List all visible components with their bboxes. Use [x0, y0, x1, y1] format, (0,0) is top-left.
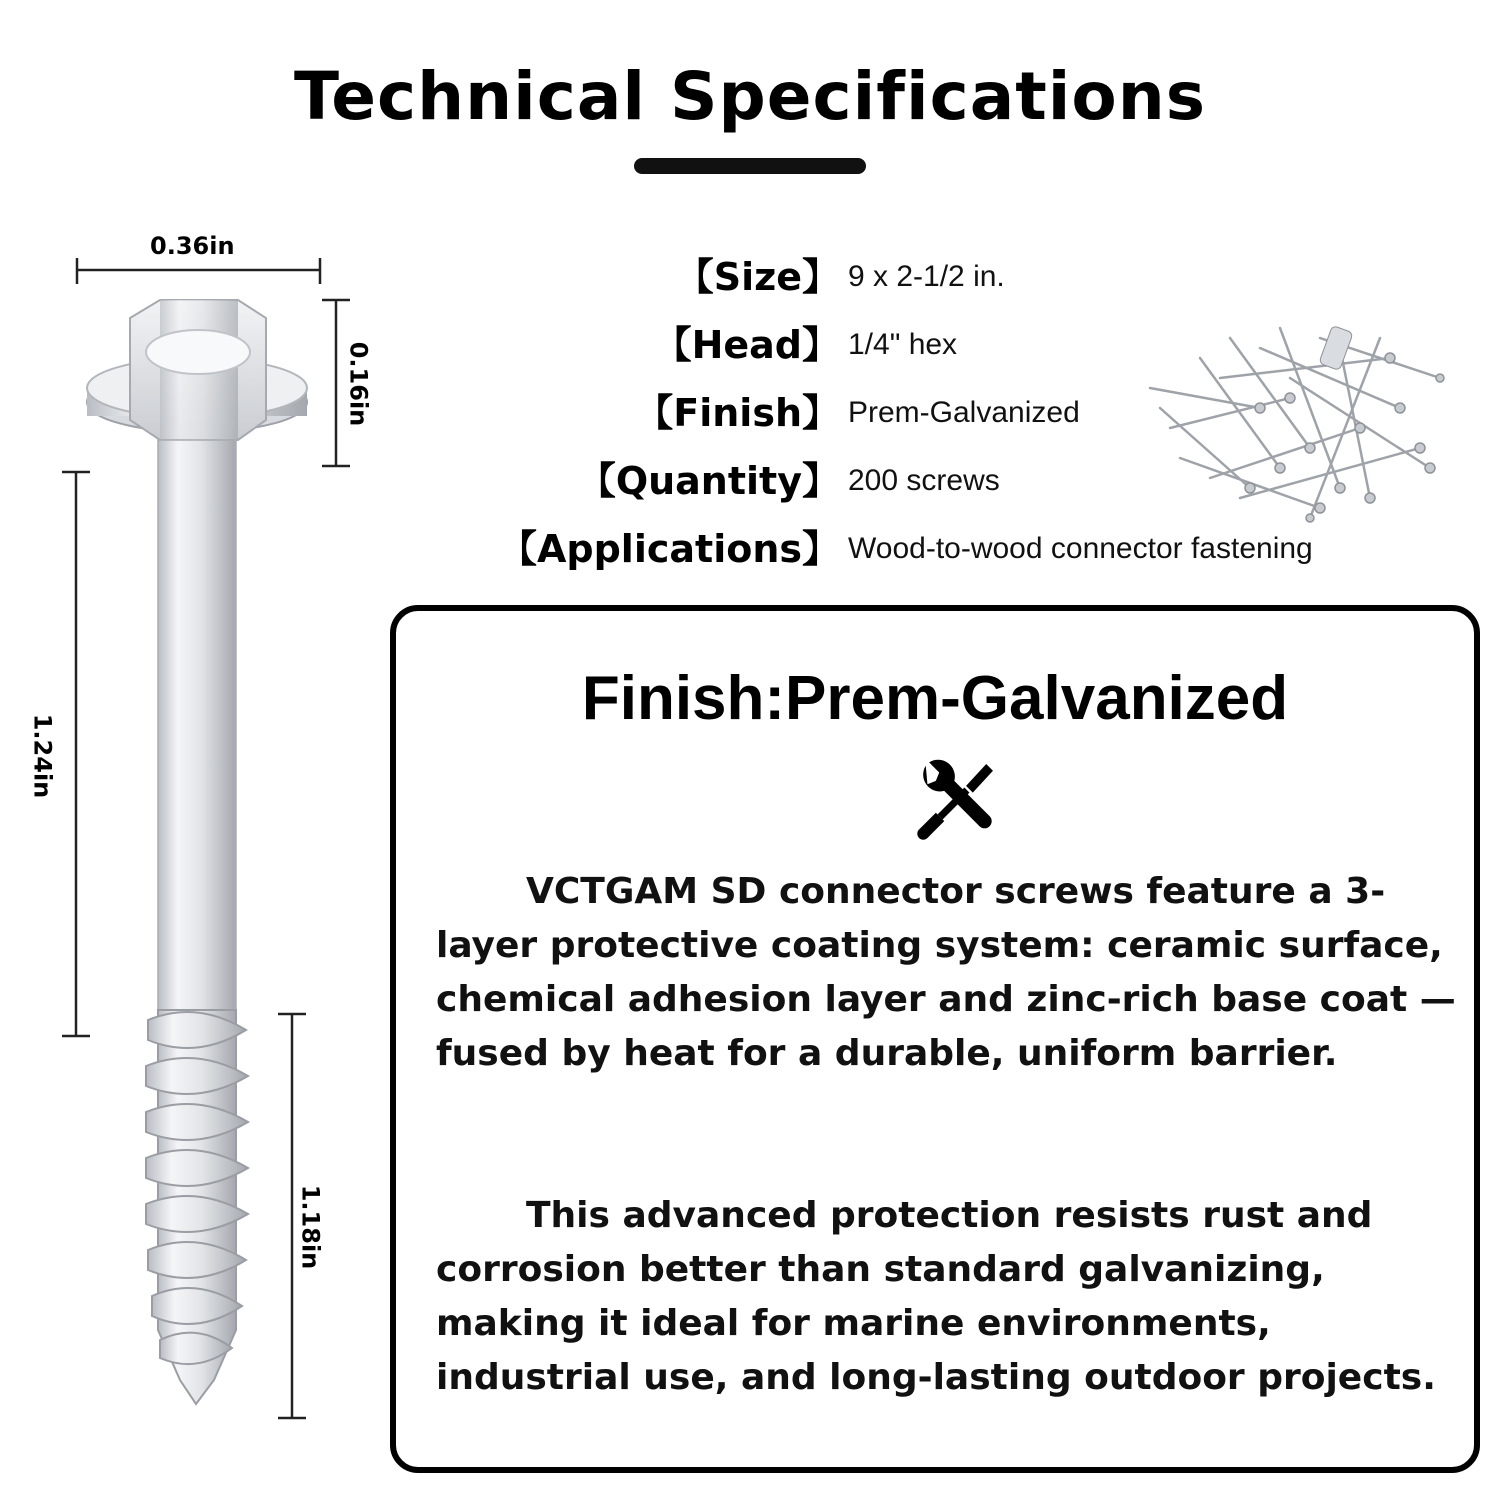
spec-label: 【Quantity】 [577, 459, 840, 503]
info-paragraph-2: This advanced protection resists rust and corrosion better than standard galvanizing, making it ideal for marine environments, industrial use, and long-lasting outdoor projects. [436, 1195, 1436, 1398]
dimension-line-shank [62, 472, 90, 1036]
spec-label: 【Size】 [675, 255, 840, 299]
screw-pile-image [1140, 318, 1450, 528]
page-title: Technical Specifications [293, 58, 1207, 135]
dimension-line-head-width [77, 258, 320, 284]
spec-value: 9 x 2-1/2 in. [848, 260, 1005, 293]
spec-label: 【Applications】 [499, 527, 840, 571]
screw-illustration [0, 220, 400, 1450]
finish-info-box [390, 605, 1480, 1473]
tools-icon [914, 759, 998, 843]
spec-value: 200 screws [848, 464, 1000, 497]
info-paragraph-1: VCTGAM SD connector screws feature a 3-layer protective coating system: ceramic surface, chemical adhesion layer and zinc-rich base coat — fused by heat for a durable, uniform barrier. [436, 871, 1456, 1074]
spec-value: Prem-Galvanized [848, 396, 1080, 429]
dimension-shank-length: 1.24in [28, 713, 57, 799]
spec-value: Wood-to-wood connector fastening [848, 532, 1313, 565]
dimension-head-width: 0.36in [150, 232, 235, 260]
title-underline [634, 158, 866, 174]
dimension-thread-length: 1.18in [296, 1184, 325, 1270]
screw-thread [146, 1010, 248, 1404]
spec-value: 1/4" hex [848, 328, 958, 361]
spec-label: 【Head】 [653, 323, 840, 367]
info-box-title: Finish:Prem-Galvanized [581, 664, 1289, 733]
spec-label: 【Finish】 [635, 391, 840, 435]
spec-row-size [430, 246, 1430, 306]
dimension-head-height: 0.16in [344, 341, 373, 427]
